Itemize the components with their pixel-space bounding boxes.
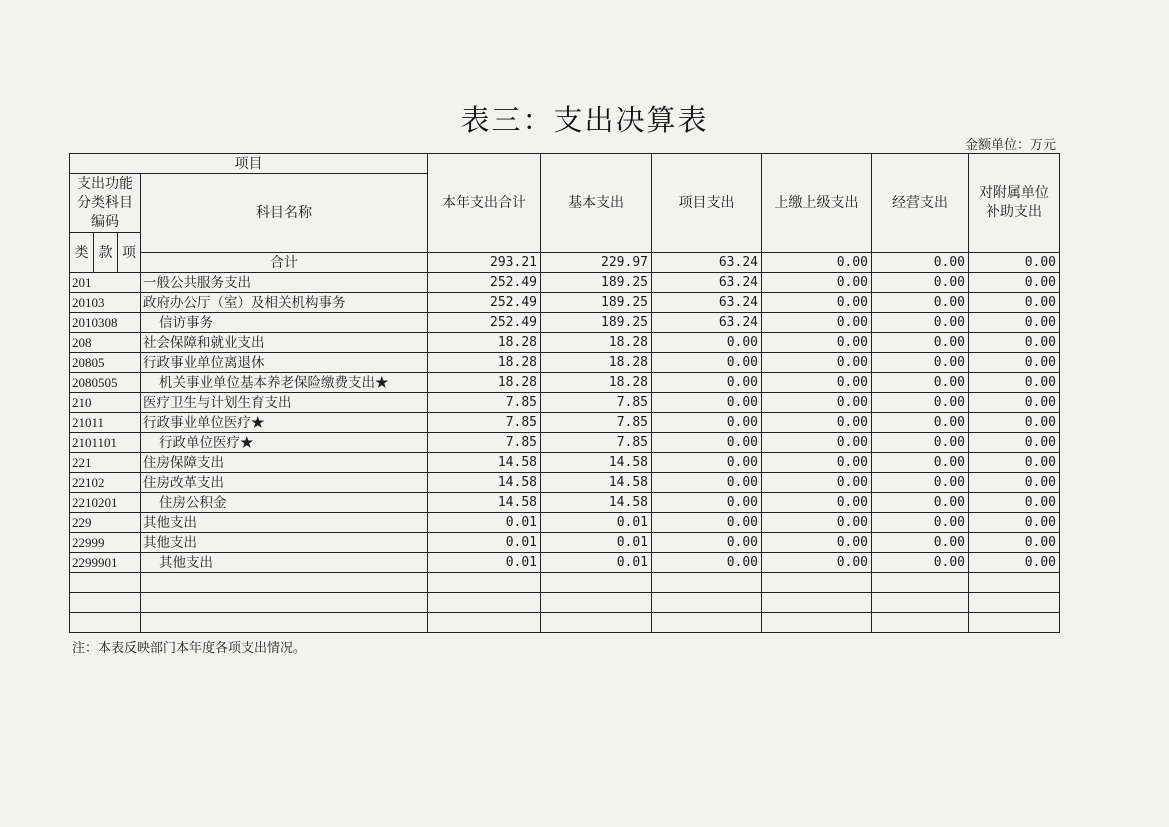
row-value-5: 0.00 [872, 473, 969, 493]
row-value-4: 0.00 [762, 433, 872, 453]
header-col-1: 本年支出合计 [428, 154, 541, 253]
row-value-2: 0.01 [541, 553, 652, 573]
row-value-2: 18.28 [541, 373, 652, 393]
table-row [70, 513, 1060, 533]
row-value-6: 0.00 [969, 333, 1060, 353]
empty-row [70, 573, 1060, 593]
row-value-5: 0.00 [872, 413, 969, 433]
empty-cell [141, 593, 428, 613]
total-value-6: 0.00 [969, 253, 1060, 273]
row-value-4: 0.00 [762, 273, 872, 293]
row-value-3: 0.00 [652, 513, 762, 533]
row-value-6: 0.00 [969, 513, 1060, 533]
table-row [70, 493, 1060, 513]
table-row [70, 413, 1060, 433]
row-value-6: 0.00 [969, 273, 1060, 293]
row-value-2: 18.28 [541, 353, 652, 373]
document-title: 表三：支出决算表 [460, 103, 709, 137]
empty-cell [70, 593, 141, 613]
row-value-2: 7.85 [541, 413, 652, 433]
row-value-1: 14.58 [428, 453, 541, 473]
row-code: 208 [70, 333, 141, 353]
row-value-2: 0.01 [541, 533, 652, 553]
row-value-1: 252.49 [428, 313, 541, 333]
row-value-6: 0.00 [969, 553, 1060, 573]
total-value-5: 0.00 [872, 253, 969, 273]
row-name: 医疗卫生与计划生育支出 [141, 393, 428, 413]
row-value-5: 0.00 [872, 433, 969, 453]
row-value-4: 0.00 [762, 413, 872, 433]
row-value-1: 252.49 [428, 273, 541, 293]
header-col-3: 项目支出 [652, 154, 762, 253]
total-value-1: 293.21 [428, 253, 541, 273]
total-value-3: 63.24 [652, 253, 762, 273]
row-value-4: 0.00 [762, 333, 872, 353]
row-name: 住房公积金 [141, 493, 428, 513]
row-value-2: 189.25 [541, 293, 652, 313]
row-code: 20103 [70, 293, 141, 313]
row-value-6: 0.00 [969, 533, 1060, 553]
empty-cell [428, 613, 541, 633]
total-value-4: 0.00 [762, 253, 872, 273]
row-value-5: 0.00 [872, 333, 969, 353]
empty-cell [70, 573, 141, 593]
row-value-1: 7.85 [428, 413, 541, 433]
row-value-4: 0.00 [762, 533, 872, 553]
row-name: 住房保障支出 [141, 453, 428, 473]
row-value-3: 0.00 [652, 373, 762, 393]
row-name: 行政事业单位离退休 [141, 353, 428, 373]
header-kuan: 款 [94, 233, 118, 273]
row-value-2: 7.85 [541, 433, 652, 453]
empty-cell [969, 573, 1060, 593]
header-col-2: 基本支出 [541, 154, 652, 253]
row-value-2: 18.28 [541, 333, 652, 353]
row-value-6: 0.00 [969, 353, 1060, 373]
row-value-3: 63.24 [652, 313, 762, 333]
table-note: 注：本表反映部门本年度各项支出情况。 [72, 641, 307, 656]
row-value-5: 0.00 [872, 293, 969, 313]
row-value-4: 0.00 [762, 373, 872, 393]
row-value-4: 0.00 [762, 473, 872, 493]
row-value-1: 0.01 [428, 533, 541, 553]
empty-cell [541, 613, 652, 633]
row-name: 行政单位医疗★ [141, 433, 428, 453]
row-value-3: 0.00 [652, 413, 762, 433]
row-value-2: 14.58 [541, 453, 652, 473]
unit-label: 金额单位：万元 [964, 138, 1056, 153]
table-row [70, 353, 1060, 373]
row-value-1: 0.01 [428, 553, 541, 573]
row-value-2: 7.85 [541, 393, 652, 413]
empty-cell [969, 613, 1060, 633]
row-value-3: 0.00 [652, 353, 762, 373]
header-xiang: 项 [118, 233, 141, 273]
row-code: 229 [70, 513, 141, 533]
row-value-1: 0.01 [428, 513, 541, 533]
expenditure-table [69, 153, 1060, 633]
empty-row [70, 613, 1060, 633]
row-code: 21011 [70, 413, 141, 433]
row-value-6: 0.00 [969, 493, 1060, 513]
row-value-4: 0.00 [762, 553, 872, 573]
empty-cell [428, 593, 541, 613]
empty-cell [652, 593, 762, 613]
row-name: 机关事业单位基本养老保险缴费支出★ [141, 373, 428, 393]
empty-cell [872, 593, 969, 613]
row-value-6: 0.00 [969, 393, 1060, 413]
row-value-3: 0.00 [652, 333, 762, 353]
header-col-6: 对附属单位补助支出 [969, 154, 1060, 253]
row-value-6: 0.00 [969, 313, 1060, 333]
total-value-2: 229.97 [541, 253, 652, 273]
row-value-1: 14.58 [428, 473, 541, 493]
table-row [70, 333, 1060, 353]
row-code: 2010308 [70, 313, 141, 333]
row-value-3: 0.00 [652, 473, 762, 493]
header-row-1 [70, 154, 1060, 174]
row-value-3: 0.00 [652, 493, 762, 513]
row-value-1: 18.28 [428, 353, 541, 373]
table-row [70, 313, 1060, 333]
empty-cell [428, 573, 541, 593]
empty-row [70, 593, 1060, 613]
row-code: 2210201 [70, 493, 141, 513]
empty-cell [652, 613, 762, 633]
row-value-1: 14.58 [428, 493, 541, 513]
row-value-5: 0.00 [872, 373, 969, 393]
empty-cell [762, 613, 872, 633]
row-name: 其他支出 [141, 513, 428, 533]
empty-cell [541, 573, 652, 593]
row-value-2: 14.58 [541, 493, 652, 513]
empty-cell [872, 613, 969, 633]
row-name: 行政事业单位医疗★ [141, 413, 428, 433]
table-row [70, 273, 1060, 293]
row-value-1: 252.49 [428, 293, 541, 313]
table-row [70, 553, 1060, 573]
row-value-4: 0.00 [762, 313, 872, 333]
row-code: 201 [70, 273, 141, 293]
row-value-2: 14.58 [541, 473, 652, 493]
header-col-4: 上缴上级支出 [762, 154, 872, 253]
row-value-3: 63.24 [652, 293, 762, 313]
row-code: 210 [70, 393, 141, 413]
row-value-5: 0.00 [872, 553, 969, 573]
row-code: 2101101 [70, 433, 141, 453]
table-row [70, 533, 1060, 553]
row-value-1: 7.85 [428, 393, 541, 413]
empty-cell [141, 573, 428, 593]
row-name: 住房改革支出 [141, 473, 428, 493]
row-code: 221 [70, 453, 141, 473]
row-value-4: 0.00 [762, 353, 872, 373]
table-row [70, 373, 1060, 393]
row-value-2: 189.25 [541, 313, 652, 333]
table-row [70, 473, 1060, 493]
row-value-6: 0.00 [969, 413, 1060, 433]
empty-cell [141, 613, 428, 633]
row-value-6: 0.00 [969, 293, 1060, 313]
row-value-2: 0.01 [541, 513, 652, 533]
row-value-3: 0.00 [652, 453, 762, 473]
row-code: 2299901 [70, 553, 141, 573]
row-value-2: 189.25 [541, 273, 652, 293]
header-name: 科目名称 [141, 174, 428, 253]
row-value-1: 18.28 [428, 333, 541, 353]
row-code: 20805 [70, 353, 141, 373]
table-row [70, 433, 1060, 453]
table-row [70, 293, 1060, 313]
table-row [70, 453, 1060, 473]
row-name: 其他支出 [141, 553, 428, 573]
row-value-3: 63.24 [652, 273, 762, 293]
row-value-4: 0.00 [762, 513, 872, 533]
row-value-6: 0.00 [969, 433, 1060, 453]
row-name: 社会保障和就业支出 [141, 333, 428, 353]
empty-cell [762, 573, 872, 593]
row-value-5: 0.00 [872, 393, 969, 413]
header-col-5: 经营支出 [872, 154, 969, 253]
row-code: 22102 [70, 473, 141, 493]
row-value-6: 0.00 [969, 373, 1060, 393]
row-value-5: 0.00 [872, 313, 969, 333]
table-row [70, 393, 1060, 413]
row-value-1: 18.28 [428, 373, 541, 393]
empty-cell [872, 573, 969, 593]
row-value-5: 0.00 [872, 353, 969, 373]
empty-cell [762, 593, 872, 613]
empty-cell [969, 593, 1060, 613]
row-value-4: 0.00 [762, 493, 872, 513]
row-value-3: 0.00 [652, 433, 762, 453]
header-lei: 类 [70, 233, 94, 273]
total-label: 合计 [141, 253, 428, 273]
row-value-5: 0.00 [872, 533, 969, 553]
header-code-group: 支出功能分类科目编码 [70, 174, 141, 233]
row-value-3: 0.00 [652, 533, 762, 553]
row-value-4: 0.00 [762, 453, 872, 473]
empty-cell [541, 593, 652, 613]
row-name: 一般公共服务支出 [141, 273, 428, 293]
total-row [70, 253, 1060, 273]
row-value-4: 0.00 [762, 393, 872, 413]
row-value-3: 0.00 [652, 393, 762, 413]
row-value-5: 0.00 [872, 493, 969, 513]
row-value-4: 0.00 [762, 293, 872, 313]
row-value-3: 0.00 [652, 553, 762, 573]
header-item: 项目 [70, 154, 428, 174]
row-value-1: 7.85 [428, 433, 541, 453]
row-name: 其他支出 [141, 533, 428, 553]
empty-cell [652, 573, 762, 593]
row-value-5: 0.00 [872, 513, 969, 533]
empty-cell [70, 613, 141, 633]
row-value-5: 0.00 [872, 273, 969, 293]
row-code: 22999 [70, 533, 141, 553]
row-name: 信访事务 [141, 313, 428, 333]
row-value-6: 0.00 [969, 453, 1060, 473]
row-name: 政府办公厅（室）及相关机构事务 [141, 293, 428, 313]
row-value-5: 0.00 [872, 453, 969, 473]
row-value-6: 0.00 [969, 473, 1060, 493]
row-code: 2080505 [70, 373, 141, 393]
